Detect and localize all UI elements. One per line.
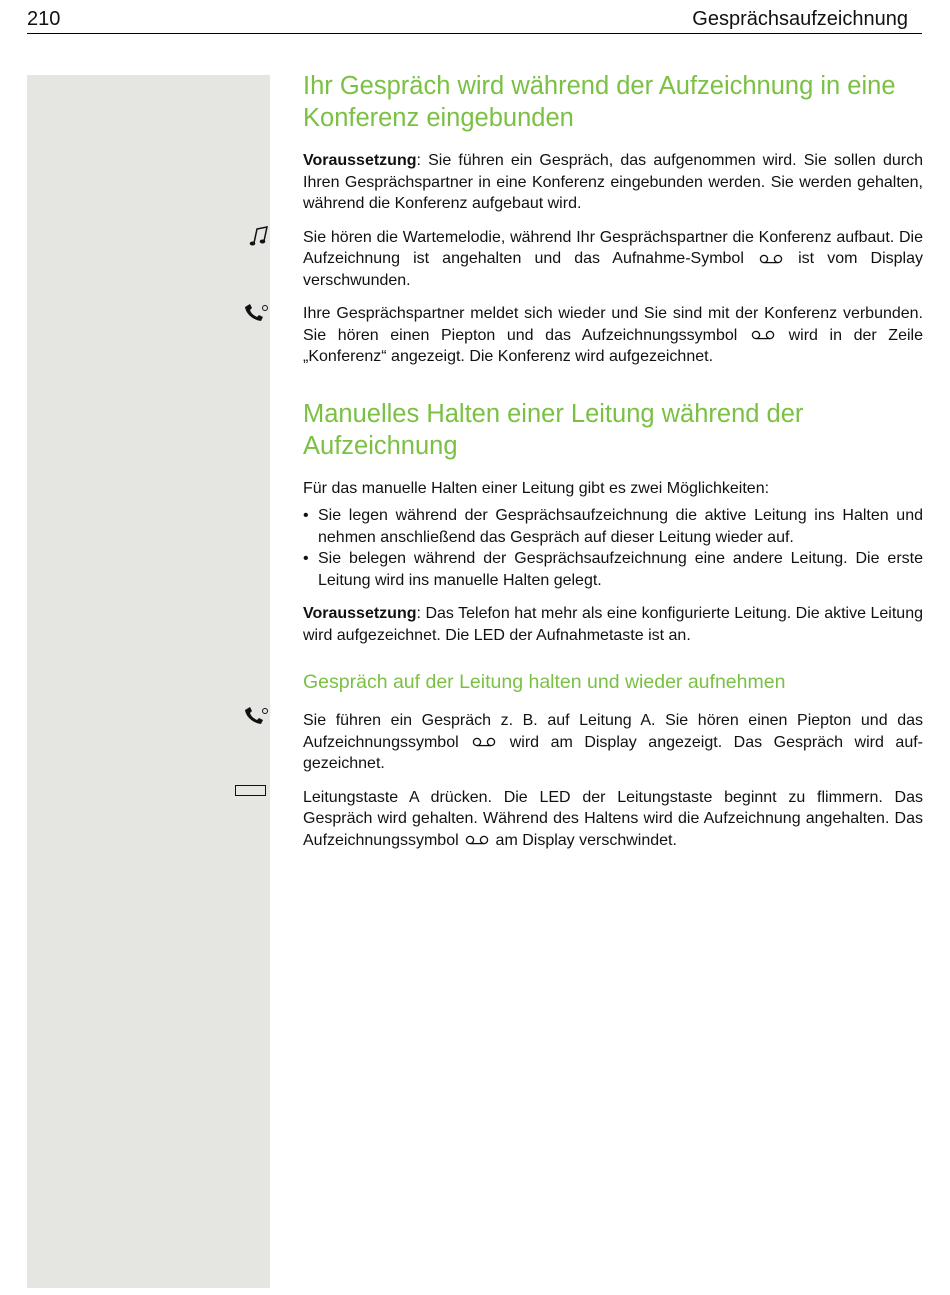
call-line-a-paragraph — [303, 710, 923, 775]
music-note-icon — [248, 225, 270, 247]
prerequisite-label: Voraussetzung — [303, 605, 417, 622]
margin-sidebar — [27, 75, 270, 1288]
list-item: • Sie legen während der Gesprächsaufzeichnung die aktive Leitung ins Halten und nehmen anschließend das Gespräch auf dieser Leitung wieder auf. — [303, 505, 923, 548]
options-list — [303, 505, 923, 591]
prerequisite-text: : Sie führen ein Gespräch, das aufgenommen wird. Sie sollen durch Ihren Gesprächspartner in eine Konferenz eingebunden werden. Sie werden gehalten, während die Konferenz aufgebaut wird. — [303, 152, 923, 212]
recording-tape-icon — [751, 329, 775, 341]
prerequisite-paragraph — [303, 603, 923, 646]
page-number: 210 — [27, 8, 61, 30]
phone-handset-icon — [242, 302, 270, 324]
paragraph-text: Sie führen ein Gespräch z. B. auf Leitung A. Sie hören einen Piepton und das Aufzeichnungssymbol — [303, 712, 923, 751]
recording-tape-icon — [465, 834, 489, 846]
paragraph-text: wird am Display angezeigt. Das Gespräch wird aufgezeichnet. — [303, 733, 923, 772]
paragraph-text: am Display verschwindet. — [495, 831, 677, 849]
prerequisite-text: : Das Telefon hat mehr als eine konfigurierte Leitung. Die aktive Leitung wird aufgezeichnet. Die LED der Aufnahmetaste ist an. — [303, 605, 923, 644]
phone-handset-icon — [242, 705, 270, 727]
paragraph-text: Sie hören die Wartemelodie, während Ihr Gesprächspartner die Konferenz aufbaut. Die Aufzeichnung ist angehalten und das Aufnahme-Symbol — [303, 228, 923, 267]
paragraph-text: Leitungstaste A drücken. Die LED der Leitungstaste beginnt zu flimmern. Das Gespräch wird gehalten. Während des Haltens wird die Aufzeichnung angehalten. Das Aufzeichnungssymbol — [303, 788, 923, 849]
paragraph-text: wird in der Zeile „Konferenz“ angezeigt. Die Konferenz wird aufgezeichnet. — [303, 326, 923, 365]
section-heading-manual-hold: Manuelles Halten einer Leitung während der Aufzeichnung — [303, 399, 804, 460]
conference-joined-paragraph — [303, 303, 923, 368]
paragraph-text: Ihre Gesprächspartner meldet sich wieder und Sie sind mit der Konferenz verbunden. Sie hören einen Piepton und das Aufzeichnungssymbol — [303, 305, 923, 344]
prerequisite-paragraph — [303, 150, 923, 215]
paragraph-text: ist vom Display verschwunden. — [303, 250, 923, 289]
recording-tape-icon — [472, 736, 496, 748]
hold-music-paragraph — [303, 227, 923, 292]
line-key-paragraph — [303, 787, 923, 852]
main-content — [303, 70, 923, 863]
section-heading-conference: Ihr Gespräch wird während der Aufzeichnung in eine Konferenz eingebunden — [303, 72, 896, 132]
list-item: • Sie belegen während der Gesprächsaufzeichnung eine andere Leitung. Die erste Leitung wird ins manuelle Halten gelegt. — [303, 548, 923, 591]
intro-paragraph: Für das manuelle Halten einer Leitung gibt es zwei Möglichkeiten: — [303, 479, 770, 497]
subsection-heading-hold-resume: Gespräch auf der Leitung halten und wieder aufnehmen — [303, 671, 786, 693]
page-header — [27, 6, 922, 34]
prerequisite-label: Voraussetzung — [303, 152, 417, 169]
recording-tape-icon — [759, 253, 783, 265]
running-title: Gesprächsaufzeichnung — [692, 8, 908, 30]
line-key-icon — [235, 785, 266, 796]
